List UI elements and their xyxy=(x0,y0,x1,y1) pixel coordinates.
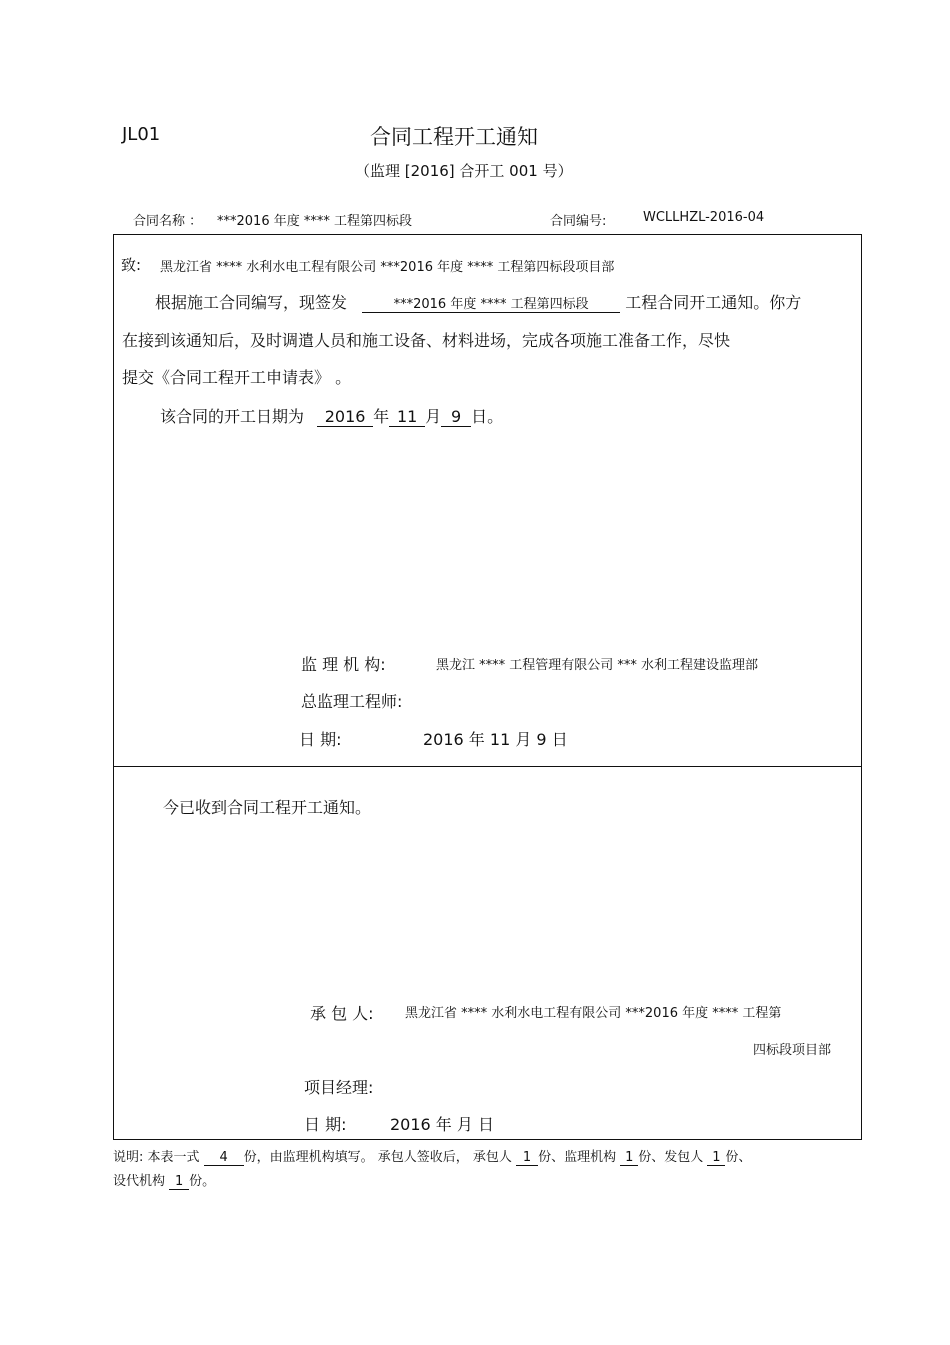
contract-name: ***2016 年度 **** 工程第四标段 xyxy=(217,214,412,229)
contract-no-label: 合同编号: xyxy=(550,214,607,229)
contract-no: WCLLHZL-2016-04 xyxy=(643,210,765,225)
notice-section xyxy=(113,234,862,767)
contractor: 黑龙江省 **** 水利水电工程有限公司 ***2016 年度 **** 工程第 xyxy=(405,1006,782,1021)
footnote-supervisor-copies: 1 xyxy=(620,1151,638,1166)
footnote-design-copies: 1 xyxy=(169,1175,189,1190)
contractor-label: 承 包 人: xyxy=(310,1004,374,1023)
footnote-c: 份、监理机构 xyxy=(538,1150,621,1165)
footnote-line-1 xyxy=(113,1146,751,1166)
supervisor-org-label: 监 理 机 构: xyxy=(301,655,386,674)
notice-number: （监理 [2016] 合开工 001 号） xyxy=(355,162,573,180)
start-year: 2016 xyxy=(317,408,373,427)
page-title: 合同工程开工通知 xyxy=(370,125,538,149)
start-date-label: 该合同的开工日期为 xyxy=(160,407,305,426)
footnote-b: 份，由监理机构填写。 承包人签收后， 承包人 xyxy=(243,1150,517,1165)
recipient: 黑龙江省 **** 水利水电工程有限公司 ***2016 年度 **** 工程第四标段项目部 xyxy=(160,260,615,275)
footnote-line-2 xyxy=(113,1170,215,1190)
notice-p1-pre: 根据施工合同编写，现签发 xyxy=(155,293,348,312)
footnote-e: 份、 xyxy=(725,1150,752,1165)
receipt-section xyxy=(113,766,862,1140)
footnote-d: 份、发包人 xyxy=(638,1150,708,1165)
footnote-a: 说明: 本表一式 xyxy=(113,1150,204,1165)
start-month-unit: 月 xyxy=(425,407,442,426)
receipt-text: 今已收到合同工程开工通知。 xyxy=(163,798,372,817)
footnote-g: 份。 xyxy=(189,1174,216,1189)
project-manager-label: 项目经理: xyxy=(304,1078,374,1097)
notice-date: 2016 年 11 月 9 日 xyxy=(423,730,568,749)
notice-paragraph-1 xyxy=(155,290,801,313)
start-day-unit: 日。 xyxy=(471,407,504,426)
receipt-date-label: 日 期: xyxy=(304,1115,347,1134)
contractor-line-2: 四标段项目部 xyxy=(753,1043,832,1058)
start-month: 11 xyxy=(389,408,425,427)
notice-paragraph-2: 在接到该通知后，及时调遣人员和施工设备、材料进场，完成各项施工准备工作，尽快 xyxy=(122,331,731,350)
start-year-unit: 年 xyxy=(373,407,390,426)
notice-p1-post: 工程合同开工通知。你方 xyxy=(625,293,802,312)
start-date-line xyxy=(160,404,503,427)
form-code: JL01 xyxy=(122,124,161,145)
notice-project-fill: ***2016 年度 **** 工程第四标段 xyxy=(362,298,620,313)
footnote-owner-copies: 1 xyxy=(707,1151,725,1166)
supervisor-org: 黑龙江 **** 工程管理有限公司 *** 水利工程建设监理部 xyxy=(436,658,759,673)
footnote-copies: 4 xyxy=(204,1151,244,1166)
notice-paragraph-3: 提交《合同工程开工申请表》 。 xyxy=(122,368,352,387)
receipt-date: 2016 年 月 日 xyxy=(390,1115,494,1134)
footnote-contractor-copies: 1 xyxy=(516,1151,538,1166)
footnote-f: 设代机构 xyxy=(113,1174,170,1189)
recipient-label: 致: xyxy=(121,256,142,274)
notice-date-label: 日 期: xyxy=(299,730,342,749)
contract-name-label: 合同名称 ： xyxy=(133,214,203,229)
chief-engineer-label: 总监理工程师: xyxy=(301,692,403,711)
start-day: 9 xyxy=(441,408,471,427)
